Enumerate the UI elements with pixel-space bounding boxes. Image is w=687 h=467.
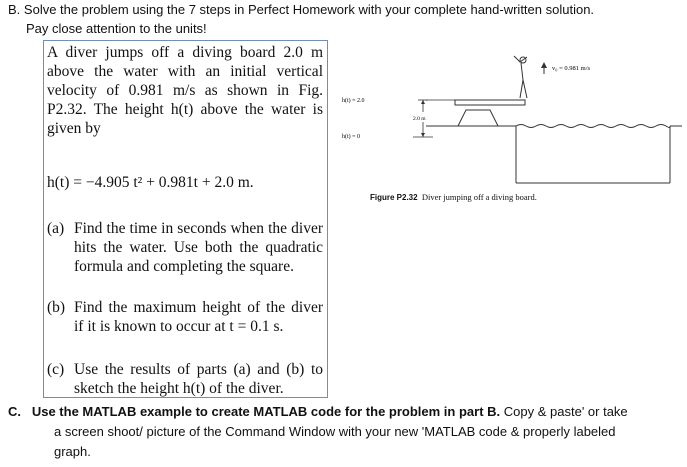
part-c-sub xyxy=(47,360,323,398)
figure-id: Figure P2.32 xyxy=(370,193,418,202)
part-a-text: Find the time in seconds when the diver hits the water. Use both the quadratic formula and completing the square. xyxy=(74,220,323,275)
part-b-line1: Solve the problem using the 7 steps in Perfect Homework with your complete hand-written solution. xyxy=(23,2,595,17)
diver-figure xyxy=(514,56,527,98)
part-b-sub-text: Find the maximum height of the diver if it is known to occur at t = 0.1 s. xyxy=(74,299,323,335)
part-b-sub xyxy=(47,298,323,336)
figure-caption xyxy=(370,192,537,202)
part-b-instructions xyxy=(8,0,680,38)
part-c-bold: Use the MATLAB example to create MATLAB code for the problem in part B. xyxy=(31,404,501,419)
problem-box xyxy=(43,40,328,398)
dimension-label: 2.0 m xyxy=(413,116,426,122)
height-equation: h(t) = −4.905 t² + 0.981t + 2.0 m. xyxy=(47,174,254,191)
water-surface xyxy=(516,125,670,128)
part-c-sub-label: (c) xyxy=(47,361,65,378)
diving-board xyxy=(455,100,525,105)
part-b-label: B. xyxy=(8,2,21,17)
h-bottom-label: h(t) = 0 xyxy=(342,134,361,140)
part-b-sub-label: (b) xyxy=(47,299,66,316)
velocity-label: v₀ = 0.981 m/s xyxy=(552,65,591,72)
board-support xyxy=(458,110,498,126)
part-a-label: (a) xyxy=(47,220,65,237)
part-c-line2: a screen shoot/ picture of the Command Window with your new 'MATLAB code & properly labeled xyxy=(54,424,616,439)
part-c-sub-text: Use the results of parts (a) and (b) to sketch the height h(t) of the diver. xyxy=(74,361,323,397)
part-c-line3: graph. xyxy=(54,444,91,459)
part-b-line2: Pay close attention to the units! xyxy=(26,21,207,36)
part-c-instructions xyxy=(8,402,680,462)
h-top-label: h(t) = 2.0 xyxy=(342,98,365,104)
part-c-label: C. xyxy=(8,404,21,419)
part-a xyxy=(47,219,323,276)
part-c-text1: Copy & paste' or take xyxy=(500,404,628,419)
figure-caption-text: Diver jumping off a diving board. xyxy=(421,192,537,202)
problem-intro: A diver jumps off a diving board 2.0 m above the water with an initial vertical velocity of 0.981 m/s as shown in Fig. P2.32. The height h(t) above the water is given by xyxy=(47,44,323,137)
